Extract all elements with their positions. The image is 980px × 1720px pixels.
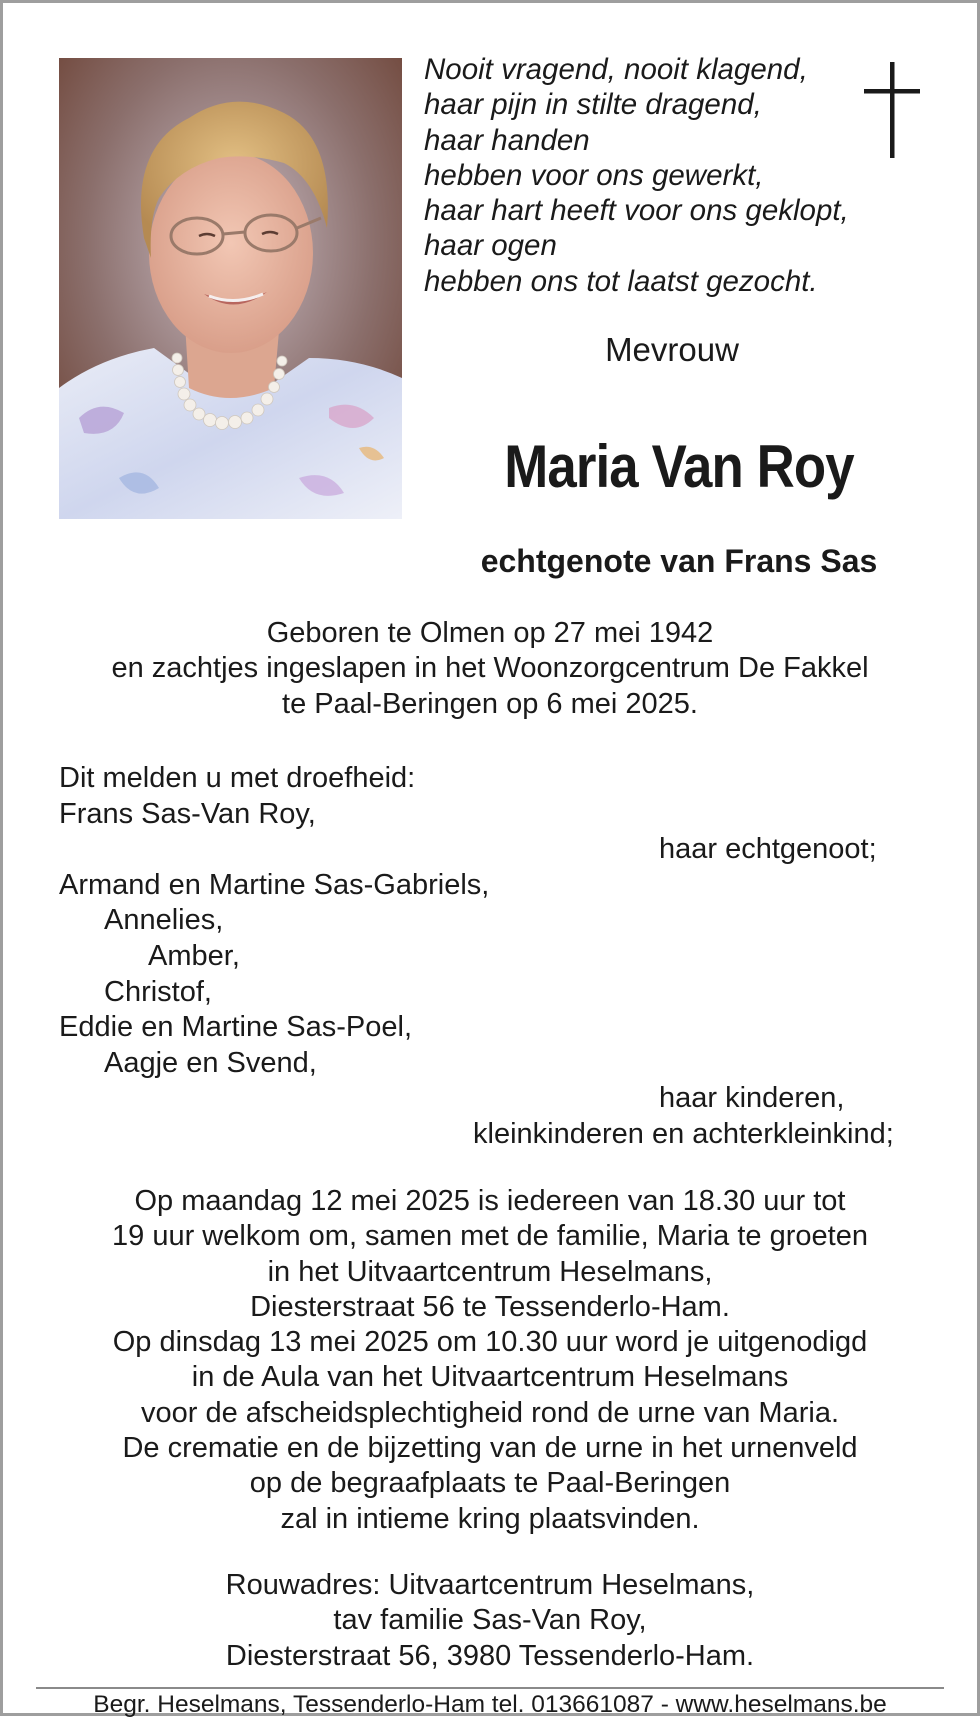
family-member: Eddie en Martine Sas-Poel, bbox=[59, 1011, 413, 1044]
text-line: Rouwadres: Uitvaartcentrum Heselmans, bbox=[225, 1569, 755, 1601]
text-line: Op dinsdag 13 mei 2025 om 10.30 uur word je uitgenodigd bbox=[112, 1326, 868, 1359]
poem-line: hebben voor ons gewerkt, bbox=[424, 158, 764, 192]
poem-line: hebben ons tot laatst gezocht. bbox=[424, 264, 818, 298]
poem bbox=[424, 52, 884, 299]
cross-icon bbox=[864, 62, 920, 158]
family-member: Amber, bbox=[148, 939, 240, 972]
family-member: Frans Sas-Van Roy, bbox=[59, 797, 316, 830]
text-line: 19 uur welkom om, samen met de familie, Maria te groeten bbox=[112, 1220, 868, 1253]
poem-line: Nooit vragend, nooit klagend, bbox=[424, 53, 808, 86]
text-line: in het Uitvaartcentrum Heselmans, bbox=[267, 1255, 713, 1288]
text-line: op de begraafplaats te Paal-Beringen bbox=[249, 1467, 731, 1500]
text-line: voor de afscheidsplechtigheid rond de urne van Maria. bbox=[140, 1396, 840, 1429]
family-member: Armand en Martine Sas-Gabriels, bbox=[59, 868, 490, 901]
family-intro: Dit melden u met droefheid: bbox=[59, 762, 416, 794]
spouse-line: echtgenote van Frans Sas bbox=[480, 543, 878, 579]
poem-line: haar hart heeft voor ons geklopt, bbox=[424, 194, 849, 228]
text-line: in de Aula van het Uitvaartcentrum Heselmans bbox=[191, 1361, 789, 1394]
family-member: Aagje en Svend, bbox=[104, 1046, 317, 1079]
text-line: Geboren te Olmen op 27 mei 1942 bbox=[266, 617, 714, 649]
text-line: te Paal-Beringen op 6 mei 2025. bbox=[282, 687, 698, 720]
ceremony-info bbox=[40, 1184, 940, 1537]
mourning-address bbox=[40, 1568, 940, 1674]
birth-death-info bbox=[40, 616, 940, 722]
family-member: Christof, bbox=[104, 975, 212, 1008]
family-role: kleinkinderen en achterkleinkind; bbox=[473, 1117, 894, 1150]
poem-line: haar pijn in stilte dragend, bbox=[424, 88, 762, 122]
footer-divider bbox=[36, 1687, 944, 1689]
text-line: De crematie en de bijzetting van de urne in het urnenveld bbox=[122, 1432, 858, 1465]
text-line: en zachtjes ingeslapen in het Woonzorgcentrum De Fakkel bbox=[111, 652, 869, 685]
text-line: zal in intieme kring plaatsvinden. bbox=[280, 1502, 700, 1535]
portrait-photo bbox=[59, 58, 402, 519]
text-line: Diesterstraat 56 te Tessenderlo-Ham. bbox=[250, 1290, 730, 1323]
text-line: Op maandag 12 mei 2025 is iedereen van 18.30 uur tot bbox=[134, 1185, 846, 1217]
poem-line: haar handen bbox=[424, 123, 590, 157]
deceased-name: Maria Van Roy bbox=[504, 433, 854, 500]
honorific: Mevrouw bbox=[605, 331, 739, 368]
family-member: Annelies, bbox=[104, 904, 224, 937]
poem-line: haar ogen bbox=[424, 229, 557, 263]
family-role: haar kinderen, bbox=[659, 1082, 845, 1115]
family-role: haar echtgenoot; bbox=[659, 833, 877, 866]
text-line: tav familie Sas-Van Roy, bbox=[333, 1604, 647, 1637]
family-list bbox=[59, 761, 939, 1153]
funeral-home-footer: Begr. Heselmans, Tessenderlo-Ham tel. 013661087 - www.heselmans.be bbox=[93, 1691, 887, 1718]
text-line: Diesterstraat 56, 3980 Tessenderlo-Ham. bbox=[225, 1639, 755, 1672]
